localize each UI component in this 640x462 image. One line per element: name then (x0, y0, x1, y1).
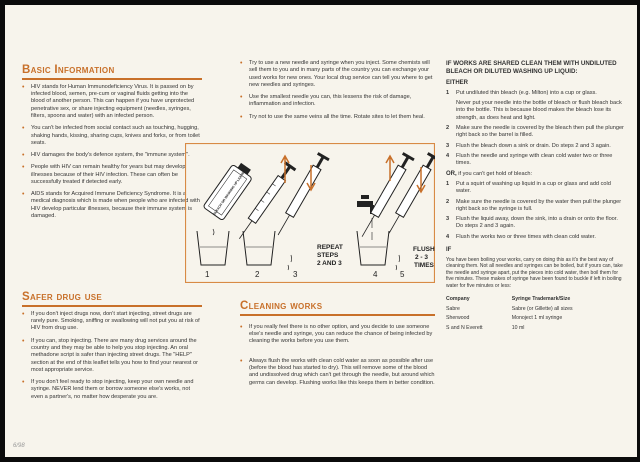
leaflet-page (5, 5, 637, 457)
table-cell: Sabre (446, 305, 460, 312)
step-number: 2 (446, 124, 450, 131)
step-text: Flush the liquid away, down the sink, into a drain or onto the floor. Do steps 2 and 3 again. (456, 216, 618, 230)
syringe-table (446, 295, 621, 333)
or-heading (446, 171, 626, 179)
syringe-icon (272, 152, 329, 238)
step-text: Make sure the needle is covered by the water then pull the plunger right back so the syringe is full. (456, 198, 622, 212)
repeat-steps-label: 2 AND 3 (317, 260, 342, 267)
list-item (446, 181, 626, 196)
step-text: Never put your needle into the bottle of bleach or flush bleach back into the bottle. This is because blood makes the bleach lose its strength, as does heat and light. (456, 100, 622, 121)
cleaning-steps-illustration (185, 143, 435, 283)
list-item (446, 216, 626, 231)
cleaning-instructions-heading: IF WORKS ARE SHARED CLEAN THEM WITH UNDILUTED BLEACH OR DILUTED WASHING UP LIQUID: (446, 60, 617, 76)
step-number: 1 (205, 270, 210, 279)
step-number: 2 (446, 198, 450, 205)
safer-drug-use-heading: Safer drug use (22, 291, 103, 303)
step-number: 4 (373, 270, 378, 279)
step-number: 4 (446, 233, 450, 240)
step-number: 1 (446, 89, 450, 96)
flush-label: 2 - 3 (415, 254, 429, 261)
step-text: Flush the works two or three times with clean cold water. (456, 233, 596, 240)
injecting-tips-section (240, 60, 435, 126)
cleaning-works-heading: Cleaning works (240, 300, 323, 312)
step-number: 1 (446, 181, 450, 188)
list-item: • If you really feel there is no other option, and you decide to use someone else's needle and syringe, you can reduce the chance of being infected by cleaning the works before you use them. (240, 324, 435, 346)
list-item (446, 100, 626, 122)
list-item: • If you can, stop injecting. There are many drug services around the country and they may be able to help you stop injecting. An oral methadone script is safer than injecting street drugs. The "HELP" section at the end of this leaflet tells you how to find your nearest or most appropriate service. (22, 338, 202, 374)
or-intro: if you can't get hold of bleach: (458, 171, 533, 178)
bleach-bottle-icon (203, 159, 256, 235)
table-cell: Monoject 1 ml syringe (511, 315, 563, 322)
step-text: Flush the needle and syringe with clean cold water two or three times. (456, 152, 613, 167)
step-number: 4 (446, 152, 450, 159)
either-label: EITHER (446, 80, 469, 87)
step-number: 5 (400, 270, 405, 279)
step-text: Put undiluted thin bleach (e.g. Milton) into a cup or glass. (456, 89, 597, 96)
table-cell: S and N Everett (446, 325, 483, 332)
bottle-label: BLEACH OR WASHING UP LIQUID (212, 170, 246, 216)
or-steps (446, 181, 626, 241)
either-steps (446, 90, 626, 167)
list-item (446, 125, 626, 140)
table-cell: Sabre (or Gillette) all sizes (511, 305, 573, 312)
basic-information-rule (22, 78, 202, 80)
step-number: 3 (446, 216, 450, 223)
list-item: • AIDS stands for Acquired Immune Deficiency Syndrome. It is a medical diagnosis which is made when people who are infected with HIV develop particular illnesses, because their immune system is damaged. (22, 191, 202, 220)
table-cell: 10 ml (511, 325, 525, 332)
cleaning-instructions-section (446, 60, 626, 333)
list-item (446, 234, 626, 241)
list-item: • Try to use a new needle and syringe when you inject. Some chemists will sell them to you and in many parts of the country you can exchange your used works for new ones. Your local drug service can tell you where to get new needles and syringes. (240, 60, 435, 89)
list-item: • HIV damages the body's defence system, the "immune system". (22, 152, 202, 159)
list-item: • You can't be infected from social contact such as touching, hugging, shaking hands, kissing, sharing cups, knives and forks, or from toilet seats. (22, 125, 202, 147)
list-item (446, 199, 626, 214)
step-number: 2 (255, 270, 260, 279)
if-text: You have been boiling your works, carry on doing this as it's the best way of cleaning them. Not all needles and syringes can be boiled, but if yours can, take the needle and syringe apart, put the pieces into cold water, then boil them for five minutes. These makes of syringe have been found to buckle if left in boiling water for five minutes or less: (446, 256, 623, 289)
if-label: IF (446, 246, 452, 253)
cup-icon (197, 231, 229, 265)
flush-label: FLUSH (413, 246, 435, 253)
basic-information-section (22, 63, 202, 225)
list-item (446, 153, 626, 168)
table-header: Company (446, 296, 470, 303)
cleaning-works-rule (240, 314, 435, 316)
basic-information-heading: Basic Information (22, 64, 115, 76)
list-item (446, 90, 626, 97)
repeat-steps-label: STEPS (317, 252, 339, 259)
list-item: • If you don't inject drugs now, don't start injecting, street drugs are rarely pure. Smoking, sniffing or swallowing will not put you at risk of HIV from drug use. (22, 311, 202, 333)
table-row (446, 324, 621, 334)
list-item (446, 143, 626, 150)
flush-label: TIMES (414, 262, 434, 269)
cup-icon (357, 231, 389, 265)
table-row (446, 304, 621, 314)
injecting-tips-list (240, 60, 435, 121)
repeat-steps-label: REPEAT (317, 244, 343, 251)
safer-drug-use-list (22, 311, 202, 401)
step-number: 3 (446, 142, 450, 149)
step-text: Put a squirt of washing up liquid in a cup or glass and add cold water. (456, 181, 611, 195)
table-row (446, 314, 621, 324)
basic-information-list (22, 84, 202, 220)
list-item: • HIV stands for Human Immunodeficiency Virus. It is passed on by infected blood, semen, pre-cum or vaginal fluids getting into the blood of another person. This can happen if you have unprotected penetrative sex, or share injecting equipment (needles, syringes, filters, spoons and water) with an infected person. (22, 84, 202, 120)
safer-drug-use-rule (22, 305, 202, 307)
step-text: Make sure the needle is covered by the bleach then pull the plunger right back so the barrel is filled. (456, 124, 624, 139)
cleaning-works-list (240, 324, 435, 387)
list-item: • If you don't feel ready to stop injecting, keep your own needle and syringe. NEVER lend them or borrow someone else's works, not even a partner's, no matter how desperate you are. (22, 379, 202, 401)
tap-icon (357, 195, 374, 240)
list-item: • Use the smallest needle you can, this lessens the risk of damage, inflammation and infection. (240, 94, 435, 109)
cup-icon (243, 231, 275, 265)
list-item: • Try not to use the same veins all the time. Rotate sites to let them heal. (240, 114, 435, 121)
list-item: • People with HIV can remain healthy for years but may develop illnesses because of their HIV infection. These can often be successfully treated if detected early. (22, 164, 202, 186)
cleaning-works-section (240, 299, 435, 392)
margin-note: 6/98 (13, 443, 25, 449)
step-number: 3 (293, 270, 298, 279)
or-label: OR, (446, 171, 457, 178)
step-number (446, 100, 456, 122)
table-cell: Sherwood (446, 315, 470, 322)
step-text: Flush the bleach down a sink or drain. Do steps 2 and 3 again. (456, 142, 611, 149)
list-item: • Always flush the works with clean cold water as soon as possible after use (before the blood has started to dry). This will remove some of the blood and undissolved drug which can't get through the needle, but around which germs can develop. Flushing works like this keeps them in better condition. (240, 358, 435, 387)
safer-drug-use-section (22, 290, 202, 406)
table-header: Syringe Trademark/Size (511, 296, 571, 303)
